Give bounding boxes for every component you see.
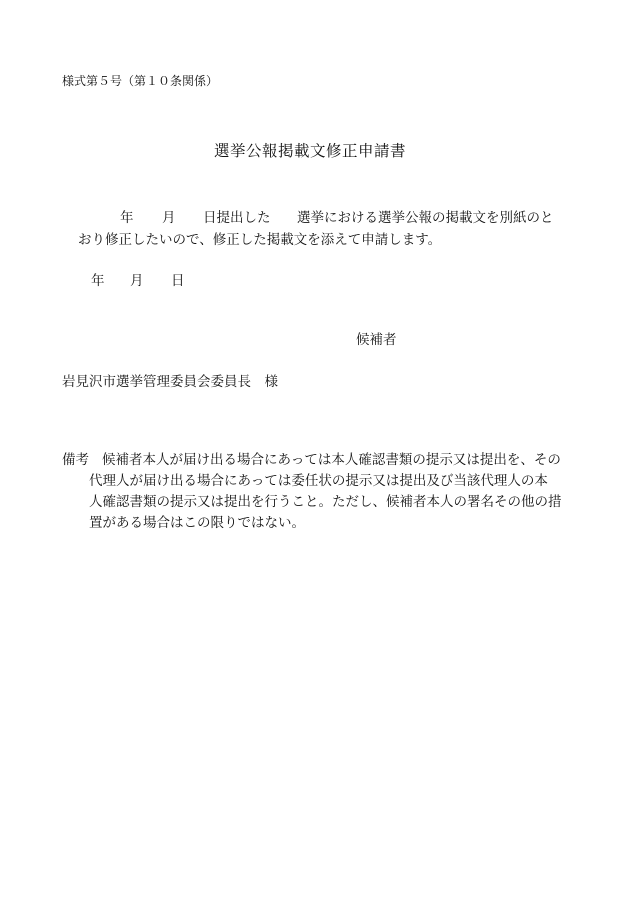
remarks-line-2: 代理人が届け出る場合にあっては委任状の提示又は提出及び当該代理人の本 xyxy=(89,473,548,489)
date-day-unit: 日 xyxy=(171,273,185,289)
addressee: 岩見沢市選挙管理委員会委員長 様 xyxy=(62,374,278,390)
application-year-unit: 年 xyxy=(120,210,134,226)
date-month-unit: 月 xyxy=(130,273,144,289)
application-line2: おり修正したいので、修正した掲載文を添えて申請します。 xyxy=(78,232,442,248)
form-number: 様式第５号（第１０条関係） xyxy=(62,74,219,88)
application-day-submitted: 日提出した xyxy=(203,210,271,226)
application-month-unit: 月 xyxy=(162,210,176,226)
candidate-label: 候補者 xyxy=(356,332,397,348)
remarks-line-1: 候補者本人が届け出る場合にあっては本人確認書類の提示又は提出を、その xyxy=(102,452,561,468)
document-title: 選挙公報掲載文修正申請書 xyxy=(214,142,407,160)
application-line1-rest: 選挙における選挙公報の掲載文を別紙のと xyxy=(297,210,554,226)
remarks-line-4: 置がある場合はこの限りではない。 xyxy=(89,515,305,531)
remarks-line-3: 人確認書類の提示又は提出を行うこと。ただし、候補者本人の署名その他の措 xyxy=(89,494,562,510)
remarks-label: 備考 xyxy=(62,452,89,468)
date-year-unit: 年 xyxy=(91,273,105,289)
